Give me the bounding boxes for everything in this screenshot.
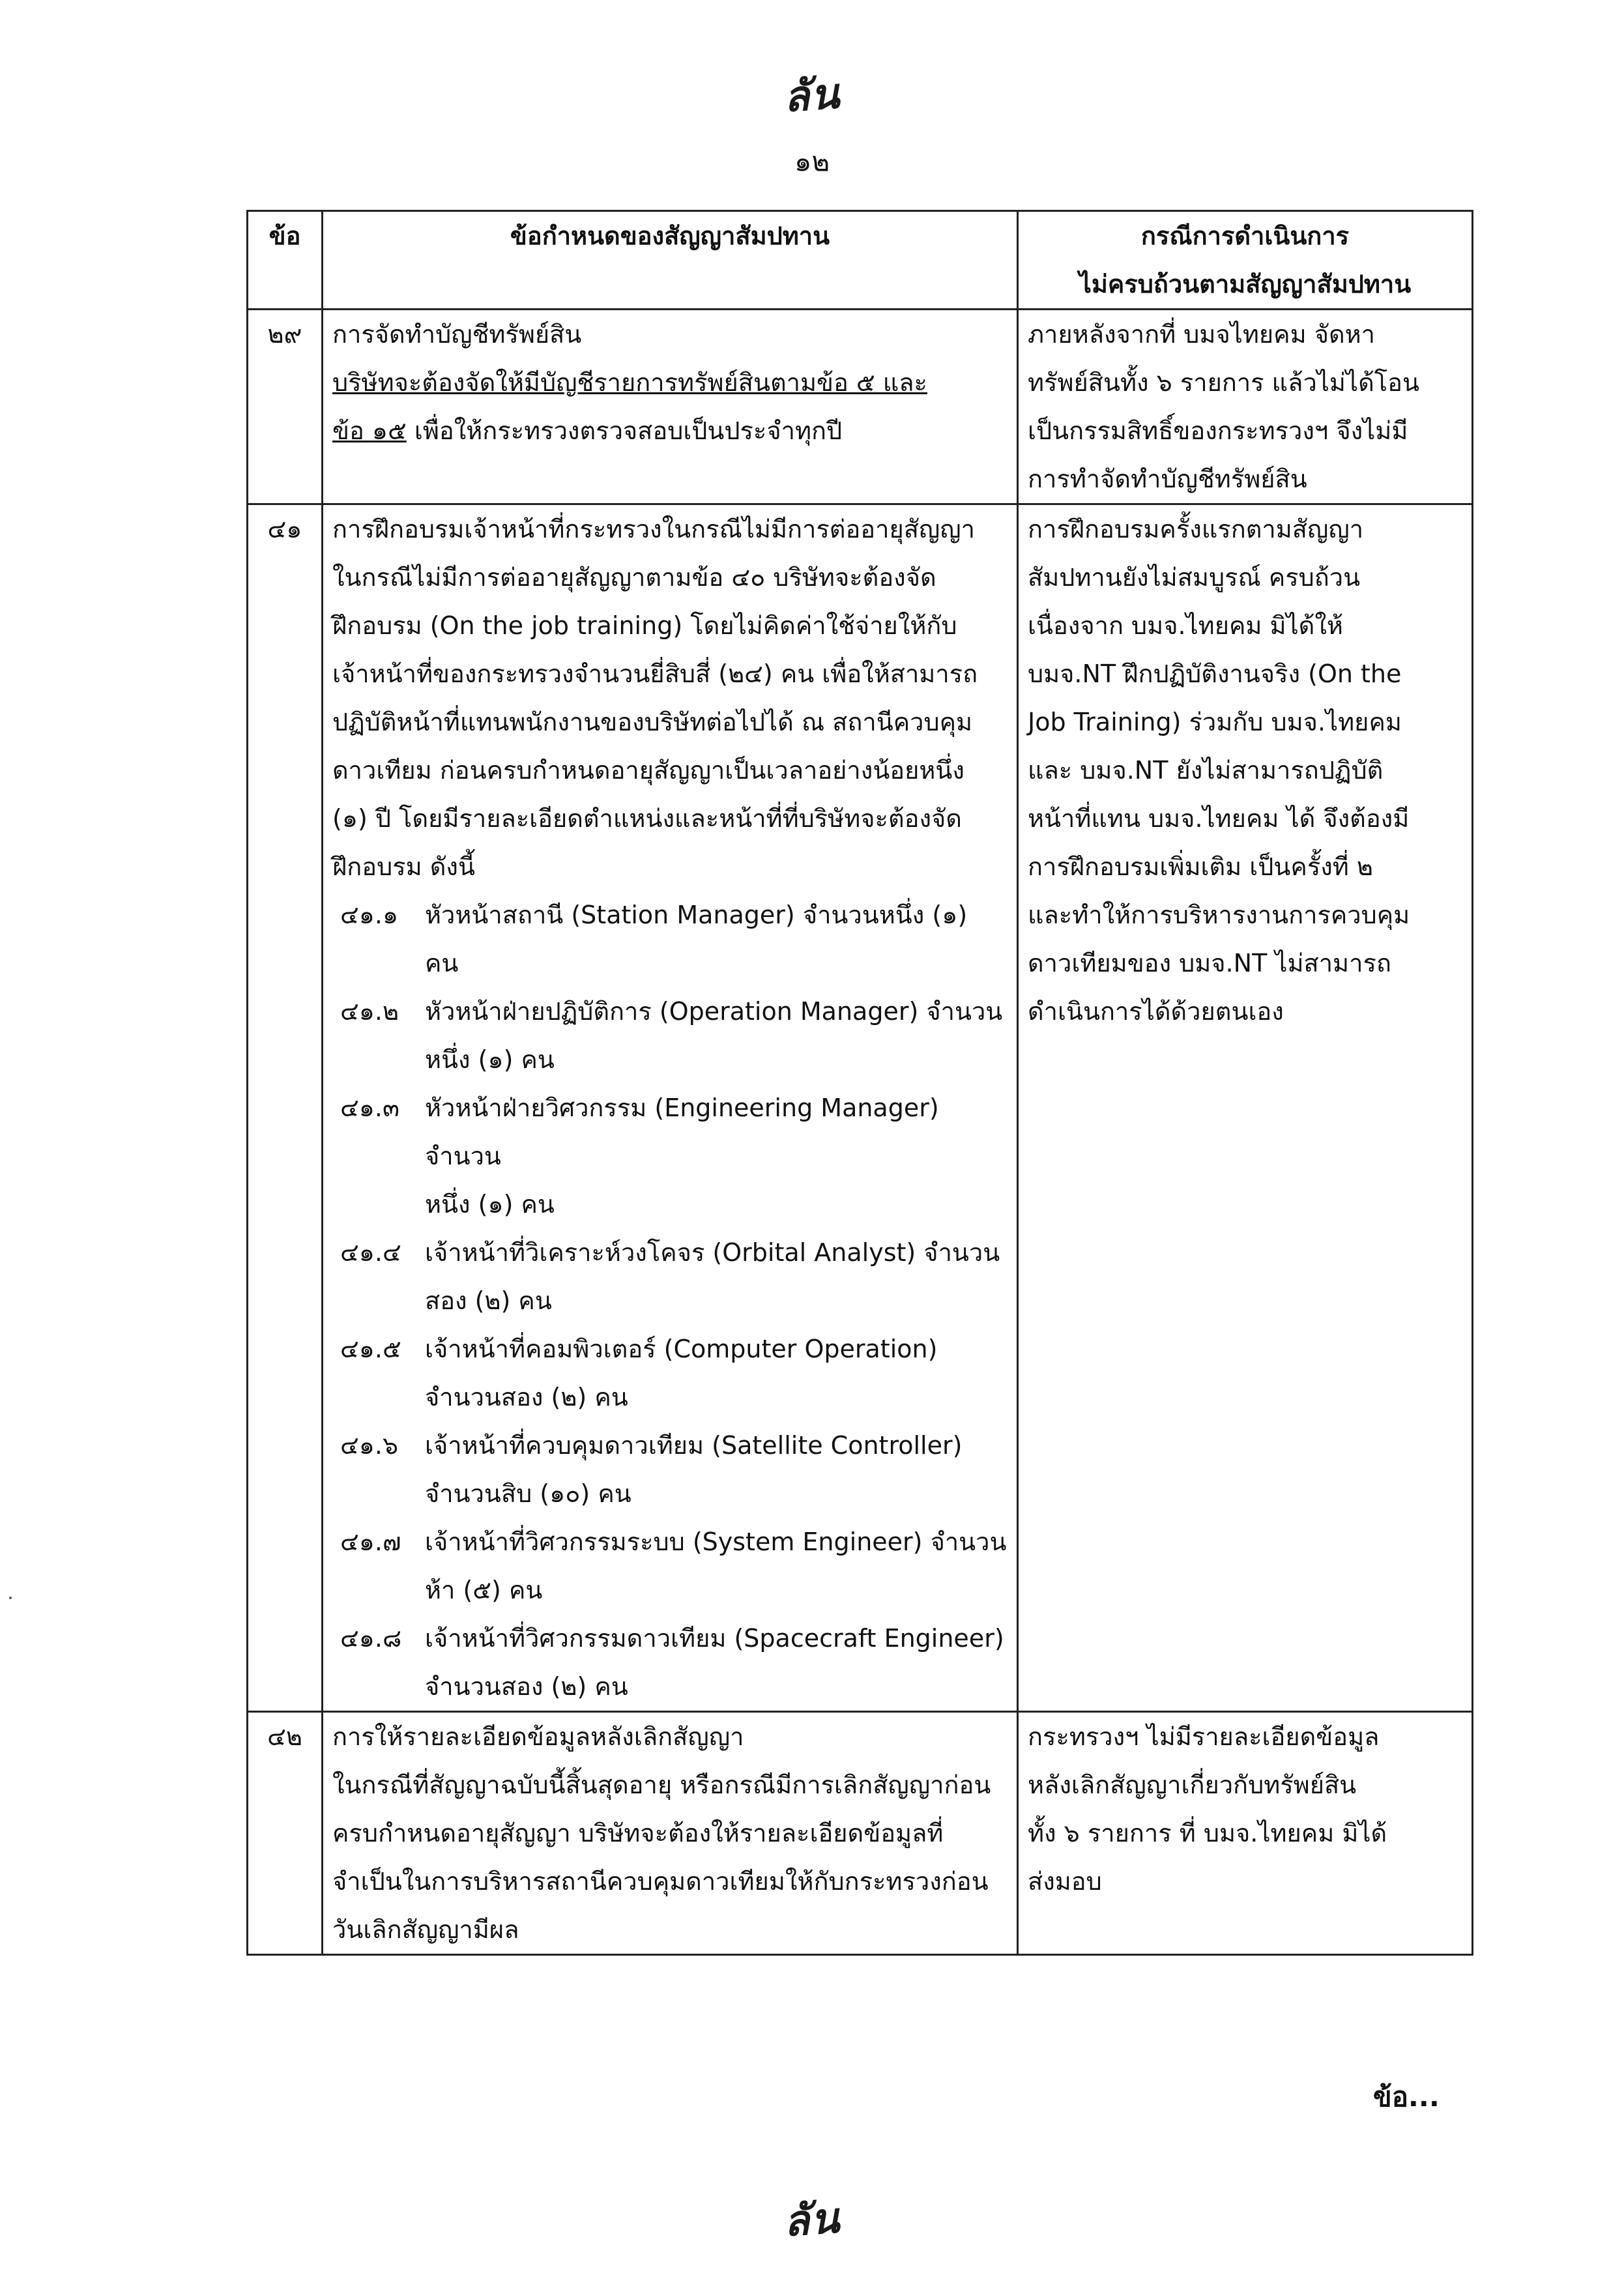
header-case <box>1018 211 1473 310</box>
subitem-text: หัวหน้าฝ่ายวิศวกรรม (Engineering Manager) จำนวน <box>425 1093 939 1170</box>
header-case-line1: กรณีการดำเนินการ <box>1140 222 1350 250</box>
table-row <box>248 1712 1473 1955</box>
subitem-text: หนึ่ง (๑) คน <box>425 1190 555 1219</box>
case-line: เนื่องจาก บมจ.ไทยคม มิได้ให้ <box>1028 611 1343 640</box>
case-line: หน้าที่แทน บมจ.ไทยคม ได้ จึงต้องมี <box>1028 804 1410 833</box>
row-case <box>1018 310 1473 504</box>
subitem-text: เจ้าหน้าที่ควบคุมดาวเทียม (Satellite Controller) <box>425 1431 963 1460</box>
case-line: ทรัพย์สินทั้ง ๖ รายการ แล้วไม่ได้โอน <box>1028 368 1419 397</box>
subitem-number: ๔๑.๔ <box>340 1238 401 1267</box>
concession-table <box>246 210 1473 1956</box>
row-terms <box>323 504 1018 1712</box>
subitem <box>332 987 1008 1084</box>
term-title: การจัดทำบัญชีทรัพย์สิน <box>332 320 582 349</box>
subitem-number: ๔๑.๒ <box>340 997 399 1026</box>
subitem-text: หนึ่ง (๑) คน <box>425 1045 555 1074</box>
case-line: ทั้ง ๖ รายการ ที่ บมจ.ไทยคม มิได้ <box>1028 1819 1387 1847</box>
subitem <box>332 891 1008 987</box>
term-line: บริษัทจะต้องจัดให้มีบัญชีรายการทรัพย์สินตามข้อ ๕ และ <box>332 368 927 397</box>
term-line: ปฏิบัติหน้าที่แทนพนักงานของบริษัทต่อไปได้ ณ สถานีควบคุม <box>332 708 973 736</box>
subitem-text: สอง (๒) คน <box>425 1286 552 1315</box>
page-number: ๑๒ <box>794 145 830 177</box>
subitem-text: จำนวนสอง (๒) คน <box>425 1383 628 1412</box>
subitem-number: ๔๑.๓ <box>340 1093 399 1122</box>
scan-speck <box>9 1597 12 1599</box>
term-line: วันเลิกสัญญามีผล <box>332 1915 519 1944</box>
case-line: เป็นกรรมสิทธิ์ของกระทรวงฯ จึงไม่มี <box>1028 416 1408 445</box>
subitem-text: จำนวนสิบ (๑๐) คน <box>425 1479 631 1508</box>
term-line: เพื่อให้กระทรวงตรวจสอบเป็นประจำทุกปี <box>406 416 843 445</box>
header-terms: ข้อกำหนดของสัญญาสัมปทาน <box>323 211 1018 310</box>
row-number: ๔๑ <box>248 504 323 1712</box>
subitem-number: ๔๑.๖ <box>340 1431 399 1460</box>
subitem-text: เจ้าหน้าที่วิเคราะห์วงโคจร (Orbital Analyst) จำนวน <box>425 1238 1000 1267</box>
term-line-underlined: ข้อ ๑๕ <box>332 416 407 445</box>
subitem <box>332 1325 1008 1421</box>
term-title: การให้รายละเอียดข้อมูลหลังเลิกสัญญา <box>332 1722 744 1751</box>
subitem-text: เจ้าหน้าที่วิศวกรรมดาวเทียม (Spacecraft Engineer) <box>425 1624 1004 1653</box>
term-line: เจ้าหน้าที่ของกระทรวงจำนวนยี่สิบสี่ (๒๔) คน เพื่อให้สามารถ <box>332 659 978 688</box>
row-terms <box>323 310 1018 504</box>
subitem-number: ๔๑.๑ <box>340 901 399 929</box>
term-line: ในกรณีที่สัญญาฉบับนี้สิ้นสุดอายุ หรือกรณีมีการเลิกสัญญาก่อน <box>332 1771 991 1799</box>
row-terms <box>323 1712 1018 1955</box>
subitem-number: ๔๑.๘ <box>340 1624 402 1653</box>
signature-bottom: ลัน <box>782 2194 843 2246</box>
case-line: และทำให้การบริหารงานการควบคุม <box>1028 901 1410 929</box>
term-line: ฝึกอบรม ดังนี้ <box>332 852 475 881</box>
term-line: (๑) ปี โดยมีรายละเอียดตำแหน่งและหน้าที่ที่บริษัทจะต้องจัด <box>332 804 962 833</box>
case-line: กระทรวงฯ ไม่มีรายละเอียดข้อมูล <box>1028 1722 1380 1751</box>
row-case <box>1018 1712 1473 1955</box>
term-line: ในกรณีไม่มีการต่ออายุสัญญาตามข้อ ๔๐ บริษัทจะต้องจัด <box>332 563 936 592</box>
table-row <box>248 310 1473 504</box>
subitem <box>332 1614 1008 1711</box>
subitem <box>332 1084 1008 1228</box>
subitem-number: ๔๑.๗ <box>340 1528 401 1556</box>
subitem-text: จำนวนสอง (๒) คน <box>425 1672 628 1701</box>
case-line: การฝึกอบรมครั้งแรกตามสัญญา <box>1028 515 1364 543</box>
case-line: Job Training) ร่วมกับ บมจ.ไทยคม <box>1028 708 1402 736</box>
term-line: ฝึกอบรม (On the job training) โดยไม่คิดค่าใช้จ่ายให้กับ <box>332 611 957 640</box>
subitem-text: เจ้าหน้าที่วิศวกรรมระบบ (System Engineer) จำนวน <box>425 1528 1007 1556</box>
continuation-marker: ข้อ... <box>1373 2081 1440 2113</box>
subitem <box>332 1518 1008 1614</box>
subitem-text: ห้า (๕) คน <box>425 1576 543 1604</box>
case-line: ภายหลังจากที่ บมจไทยคม จัดหา <box>1028 320 1376 349</box>
row-number: ๔๒ <box>248 1712 323 1955</box>
case-line: หลังเลิกสัญญาเกี่ยวกับทรัพย์สิน <box>1028 1771 1357 1799</box>
subitem-text: เจ้าหน้าที่คอมพิวเตอร์ (Computer Operation) <box>425 1335 938 1363</box>
table-row <box>248 504 1473 1712</box>
subitem-number: ๔๑.๕ <box>340 1335 401 1363</box>
subitem-text: หัวหน้าฝ่ายปฏิบัติการ (Operation Manager) จำนวน <box>425 997 1003 1026</box>
case-line: สัมปทานยังไม่สมบูรณ์ ครบถ้วน <box>1028 563 1361 592</box>
case-line: และ บมจ.NT ยังไม่สามารถปฏิบัติ <box>1028 756 1384 785</box>
term-line: ดาวเทียม ก่อนครบกำหนดอายุสัญญาเป็นเวลาอย่างน้อยหนึ่ง <box>332 756 964 785</box>
case-line: ส่งมอบ <box>1028 1867 1102 1896</box>
subitem-text: หัวหน้าสถานี (Station Manager) จำนวนหนึ่ง (๑) คน <box>425 901 968 977</box>
term-title: การฝึกอบรมเจ้าหน้าที่กระทรวงในกรณีไม่มีการต่ออายุสัญญา <box>332 515 975 543</box>
term-line: ครบกำหนดอายุสัญญา บริษัทจะต้องให้รายละเอียดข้อมูลที่ <box>332 1819 944 1847</box>
case-line: การทำจัดทำบัญชีทรัพย์สิน <box>1028 465 1307 493</box>
table-header-row <box>248 211 1473 310</box>
subitem <box>332 1228 1008 1325</box>
case-line: การฝึกอบรมเพิ่มเติม เป็นครั้งที่ ๒ <box>1028 852 1373 881</box>
subitem <box>332 1421 1008 1518</box>
header-no: ข้อ <box>248 211 323 310</box>
header-case-line2: ไม่ครบถ้วนตามสัญญาสัมปทาน <box>1079 270 1412 298</box>
case-line: ดาวเทียมของ บมจ.NT ไม่สามารถ <box>1028 949 1391 977</box>
term-line: จำเป็นในการบริหารสถานีควบคุมดาวเทียมให้กับกระทรวงก่อน <box>332 1867 989 1896</box>
row-number: ๒๙ <box>248 310 323 504</box>
case-line: ดำเนินการได้ด้วยตนเอง <box>1028 997 1284 1026</box>
signature-top: ลัน <box>782 69 843 122</box>
case-line: บมจ.NT ฝึกปฏิบัติงานจริง (On the <box>1028 659 1402 688</box>
row-case <box>1018 504 1473 1712</box>
